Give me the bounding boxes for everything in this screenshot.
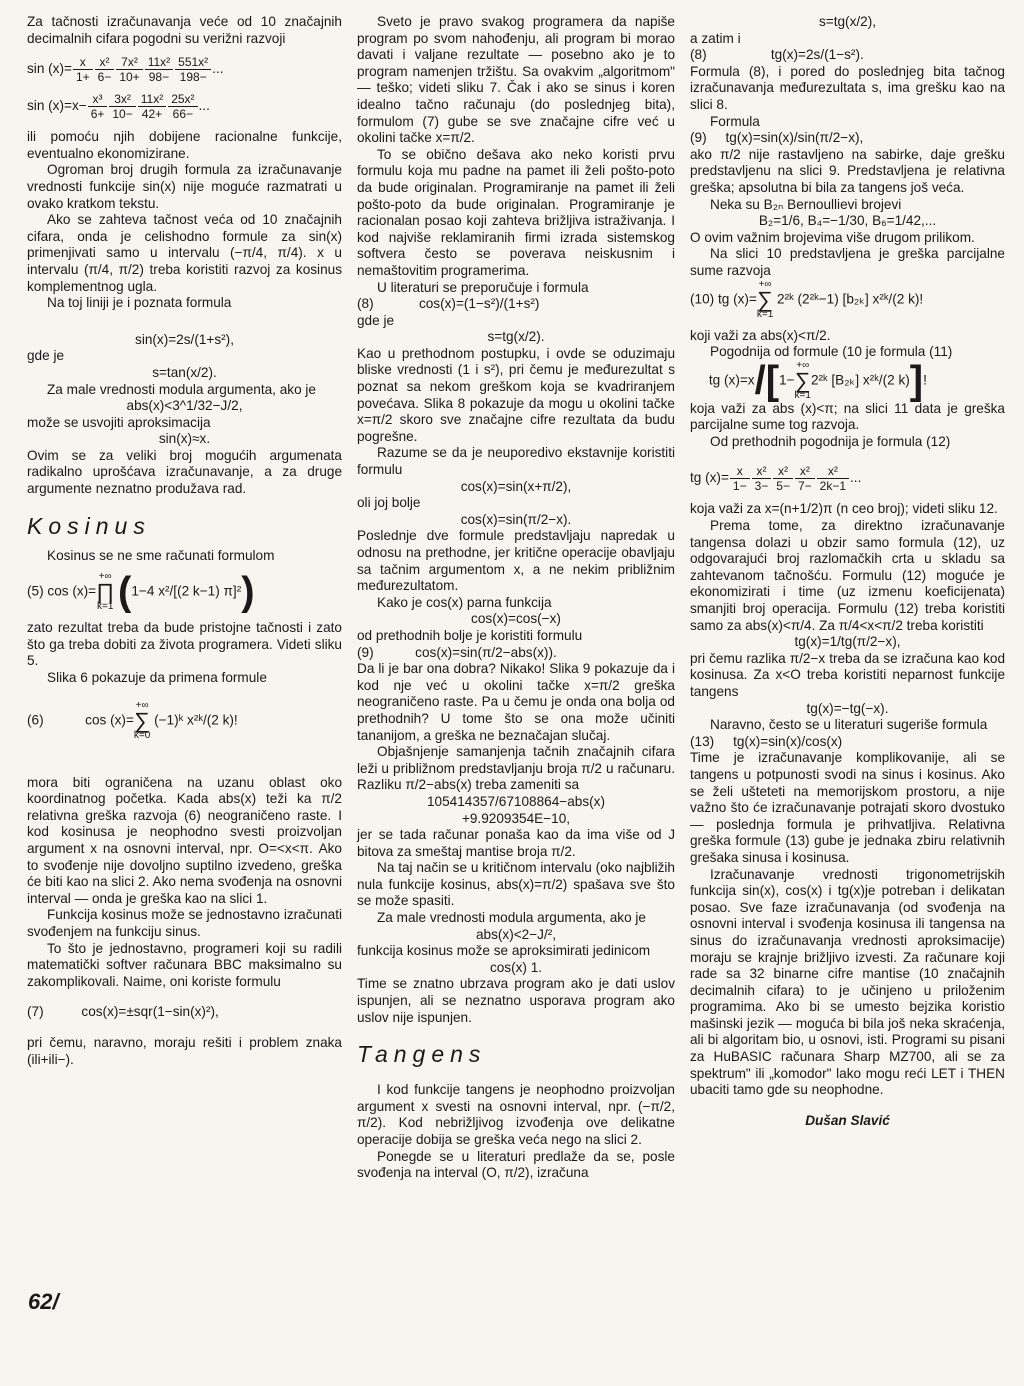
fraction-term: $\frac{\text{11x²}}{98-}$ <box>145 55 173 84</box>
fraction-term: $\frac{\text{x²}}{5-}$ <box>773 464 793 493</box>
paragraph: To što je jednostavno, programeri koji su radili matematički softver računara BBC maksimalno su zakomplikovali. Naime, oni koriste formulu <box>27 940 342 989</box>
paragraph: Na taj način se u kritičnom intervalu (oko najbližih nula funkcije kosinus, abs(x)=π/2) spašava sve što se može spasiti. <box>357 860 675 909</box>
formula-body: cos(x)=(1−s²)/(1+s²) <box>418 296 540 312</box>
text-gde-je: gde je <box>27 348 65 364</box>
formula-12 <box>690 464 1005 493</box>
paragraph: Od prethodnih pogodnija je formula (12) <box>710 433 951 449</box>
paragraph: Kako je cos(x) parna funkcija <box>377 594 552 610</box>
fraction-term: $\frac{\text{x²}}{3-}$ <box>752 464 772 493</box>
section-heading-tangens: Tangens <box>357 1041 487 1068</box>
formula: s=tg(x/2), <box>818 14 877 29</box>
paragraph: koji važi za abs(x)<π/2. <box>690 327 831 343</box>
fraction-term: $\frac{\text{x³}}{6+}$ <box>88 92 108 121</box>
formula-7 <box>27 1004 342 1021</box>
formula-lhs: (10) tg (x)= <box>690 291 757 307</box>
fraction-term: $\frac{\text{551x²}}{198-}$ <box>175 55 211 84</box>
paragraph: ili pomoću njih dobijene racionalne funkcije, eventualno ekonomizirane. <box>27 129 342 161</box>
fraction-term: $\frac{x}{1+}$ <box>73 55 93 84</box>
paragraph: Sveto je pravo svakog programera da napiše program po svom nahođenju, ali program bi morao davati i valjane rezultate — posebno ako je to program namenjen tržištu. Sa ovakvim „algoritmom" — teško; videti sliku 7. Čak i ako se sinus i koren idealno tačno računaju (do poslednjeg bita), formulom (7) gube se sve značajne cifre već u okolini tačke x=π/2. <box>357 14 675 146</box>
formula-11 <box>690 358 1005 403</box>
paragraph: Za tačnosti izračunavanja veće od 10 značajnih decimalnih cifara pogodni su verižni razvoji <box>27 14 342 46</box>
formula-number: (8) <box>690 47 707 63</box>
formula-tail: ! <box>923 372 927 388</box>
paragraph: Naravno, često se u literaturi sugeriše formula <box>710 717 988 733</box>
paragraph: koja važi za abs (x)<π; na slici 11 data je greška parcijalne sume tog razvoja. <box>690 400 1005 433</box>
formula: cos(x)=sin(x+π/2), <box>460 478 572 494</box>
formula: 105414357/67108864−abs(x) <box>426 793 605 809</box>
text-a-zatim: a zatim i <box>690 30 741 46</box>
sum-symbol: +∞ ∑ k=1 <box>756 278 774 320</box>
fraction-term: $\frac{\text{25x²}}{66-}$ <box>168 92 197 121</box>
formula-lhs: sin (x)=x− <box>27 98 87 114</box>
paragraph: jer se tada računar ponaša kao da ima više od J bitova za smeštaj mantise broja π/2. <box>357 827 675 859</box>
formula: sin(x)=2s/(1+s²), <box>135 331 234 347</box>
paragraph: Kao u prethodnom postupku, i ovde se oduzimaju bliske vrednosti (1 i s²), pri čemu je međurezultat s poznat sa nekom greškom koja se kvadriranjem povećava. Slika 8 pokazuje da mogu u okolini tačke x=π/2 skoro sve značajne cifre rezultata da budu pogrešne. <box>357 345 675 444</box>
paragraph: I kod funkcije tangens je neophodno proizvoljan argument x svesti na osnovni interval, npr. (−π/2, π/2). Kod nebrižljivog izvođenja ove delikatne operacije dobija se greška veća nego na slici 2. <box>357 1082 675 1147</box>
paragraph: mora biti ograničena na uzanu oblast oko koordinatnog početka. Kada abs(x) teži ka π/2 relativna greška razvoja (6) neograničeno raste. I kod kosinusa je neophodno svesti proizvoljan argument x na osnovni interval, npr. O=<x<π. Ako to svođenje nije dovoljno suptilno izvedeno, greška će biti kao na slici 2. Ako nema svođenja na osnovni interval — onda je greška kao na slici 1. <box>27 774 342 906</box>
sum-symbol: +∞ ∑ k=1 <box>794 359 811 401</box>
formula-number: (6) <box>27 712 44 728</box>
paragraph: Formula <box>710 113 760 129</box>
formula-lhs: (5) cos (x)= <box>27 583 97 599</box>
paragraph: Neka su B₂ₙ Bernoullievi brojevi <box>710 196 902 212</box>
paragraph: funkcija kosinus može se aproksimirati jedinicom <box>357 943 651 959</box>
formula-lhs: tg (x)=x <box>708 372 755 388</box>
paragraph: Ovim se za veliki broj mogućih argumenata radikalno uprošćava izračunavanje, a za druge argumente neznatno produžava rad. <box>27 447 342 497</box>
formula: B₂=1/6, B₄=−1/30, B₆=1/42,... <box>758 213 937 229</box>
formula-body: cos(x)=sin(π/2−abs(x)). <box>415 644 557 660</box>
product-symbol: +∞ ∏ k=1 <box>96 571 115 613</box>
formula: tg(x)=1/tg(π/2−x), <box>794 634 901 650</box>
formula-body: 1−4 x²/[(2 k−1) π]² <box>131 583 242 599</box>
column-2 <box>357 14 675 1182</box>
formula: s=tg(x/2). <box>487 329 545 345</box>
paragraph: koja važi za x=(n+1/2)π (n ceo broj); videti sliku 12. <box>690 501 998 517</box>
formula-body: 2²ᵏ [B₂ₖ] x²ᵏ/(2 k) <box>810 372 910 388</box>
fraction-term: $\frac{\text{7x²}}{10+}$ <box>116 55 142 84</box>
formula-tail: ... <box>198 98 210 114</box>
paragraph: pri čemu razlika π/2−x treba da se izračuna kao kod kosinusa. Za x<O treba koristiti neparnost funkcije tangens <box>690 650 1005 699</box>
formula-body: cos(x)=±sqr(1−sin(x)²), <box>81 1004 219 1020</box>
formula-number: (7) <box>27 1004 44 1020</box>
formula-sin-continued-fraction-2 <box>27 92 342 121</box>
paragraph: Poslednje dve formule predstavljaju napredak u odnosu na prethodne, jer kritične operacije obavljaju sa tačnim argumentom x, a ne nekim približnim međurezultatom. <box>357 528 675 594</box>
formula-8 <box>690 47 1005 64</box>
formula-body: tg(x)=2s/(1−s²). <box>770 47 864 63</box>
formula: cos(x)=sin(π/2−x). <box>460 511 572 527</box>
formula: abs(x)<2−J/², <box>475 926 557 942</box>
paragraph: Ponegde se u literaturi predlaže da se, posle svođenja na interval (O, π/2), izračuna <box>357 1148 675 1181</box>
formula-8 <box>357 296 675 313</box>
paragraph: Prema tome, za direktno izračunavanje tangensa dolazi u obzir samo formula (12), uz odgovarajući broj razlomačkih crta u skladu sa zahtevanom tačnošću. Formulu (12) moguće je ekonomizirati i time (uz izmenu koeficijenata) smanjiti broj operacija. Formulu (12) treba koristiti samo za abs(x)<π/4. Za π/4<x<π/2 treba koristiti <box>690 518 1005 633</box>
paragraph: ako π/2 nije rastavljeno na sabirke, daje grešku predstavljenu na slici 9. Predstavljena je relativna greška; apsolutna bi bila za tangens još veća. <box>690 146 1005 195</box>
formula-tail: ... <box>212 61 224 77</box>
paragraph: oli joj bolje <box>357 495 421 511</box>
formula: cos(x) 1. <box>489 959 543 975</box>
paragraph: Time je izračunavanje komplikovanije, ali se tangens u potpunosti svodi na sinus i kosinus. Ako se želi ušteteti na memorijskom prostoru, a nije važno što će izračunavanje potrajati skoro dvostuko — poslednja formula je prihvatljiva. Relativna greška formule (13) gube je jednaka zbiru relativnih grešaka sinusa i kosinusa. <box>690 750 1005 865</box>
paragraph: Pogodnija od formule (10 je formula (11) <box>710 344 953 360</box>
paragraph: Ako se zahteva tačnost veća od 10 značajnih cifara, onda je celishodno formule za sin(x) primenjivati samo u intervalu (−π/4, π/4). x u intervalu (π/4, π/2) treba koristiti razvoj za kosinus komplementnog ugla. <box>27 212 342 294</box>
formula-10 <box>690 280 1005 320</box>
paragraph: Na toj liniji je i poznata formula <box>47 295 232 311</box>
formula-number: (9) <box>357 644 374 660</box>
formula-sin-continued-fraction-1 <box>27 55 342 84</box>
paragraph: Razume se da je neuporedivo ekstavnije koristiti formulu <box>357 445 675 478</box>
paragraph: Funkcija kosinus može se jednostavno izračunati svođenjem na funkciju sinus. <box>27 907 342 939</box>
fraction-term: $\frac{\text{x²}}{2k-1}$ <box>817 464 849 493</box>
formula-lhs: sin (x)= <box>27 61 72 77</box>
paren-open: ( <box>118 569 132 614</box>
formula-13 <box>690 734 1005 751</box>
formula-lhs: cos (x)= <box>85 712 134 728</box>
formula: +9.9209354E−10, <box>461 810 571 826</box>
author-signature: Dušan Slavić <box>805 1112 890 1128</box>
formula: sin(x)≈x. <box>158 431 211 447</box>
formula-body: (−1)ᵏ x²ᵏ/(2 k)! <box>154 712 238 728</box>
fraction-term: $\frac{\text{11x²}}{42+}$ <box>138 92 166 121</box>
formula-lhs: tg (x)= <box>690 470 729 486</box>
paragraph: U literaturi se preporučuje i formula <box>377 279 589 295</box>
formula-body: tg(x)=sin(x)/sin(π/2−x), <box>725 130 864 146</box>
formula-body: 1− <box>779 372 795 388</box>
paragraph: Da li je bar ona dobra? Nikako! Slika 9 pokazuje da i kod nje već u okolini tačke x=π/2 greška neograničeno raste. Pa u čemu je onda ona bolja od prethodnih? U tome što se ona može učiniti tananijom, a greška ne beznačajan slučaj. <box>357 661 675 743</box>
paragraph: Kosinus se ne sme računati formulom <box>47 547 275 563</box>
slash-bracket: /[ <box>754 358 780 403</box>
formula: cos(x)=cos(−x) <box>471 611 561 627</box>
fraction-term: $\frac{\text{x²}}{6-}$ <box>95 55 115 84</box>
paragraph: Time se znatno ubrzava program ako je dati uslov ispunjen, ali se neznatno usporava program ako uslov nije ispunjen. <box>357 976 675 1025</box>
sum-symbol: +∞ ∑ k=0 <box>133 699 151 741</box>
formula-body: tg(x)=sin(x)/cos(x) <box>733 733 843 749</box>
bracket-close: ] <box>909 358 924 403</box>
paragraph: može se usvojiti aproksimacija <box>27 414 211 430</box>
formula-number: (8) <box>357 296 374 312</box>
formula: tg(x)=−tg(−x). <box>806 700 889 716</box>
fraction-term: $\frac{\text{3x²}}{10-}$ <box>109 92 135 121</box>
paragraph: zato rezultat treba da bude pristojne tačnosti i zato što ga treba dobiti za života programera. Videti sliku 5. <box>27 620 342 669</box>
formula-5 <box>27 569 342 614</box>
paragraph: od prethodnih bolje je koristiti formulu <box>357 627 583 643</box>
formula-number: (9) <box>690 130 707 146</box>
paragraph: Slika 6 pokazuje da primena formule <box>47 670 267 686</box>
column-3 <box>690 14 1005 1129</box>
paragraph: Za male vrednosti modula argumenta, ako je <box>47 381 316 397</box>
formula: s=tan(x/2). <box>152 364 217 380</box>
formula-tail: ... <box>850 470 862 486</box>
paren-close: ) <box>241 569 255 614</box>
fraction-term: $\frac{x}{1-}$ <box>730 464 750 493</box>
paragraph: Ogroman broj drugih formula za izračunavanje vrednosti funkcije sin(x) nije moguće razmatrati u ovako kratkom tekstu. <box>27 162 342 211</box>
paragraph: Objašnjenje samanjenja tačnih značajnih cifara leži u približnom predstavljanju broja π/2 u računaru. Razliku π/2−abs(x) treba zameniti sa <box>357 744 675 793</box>
paragraph: Formula (8), i pored do poslednjeg bita tačnog izračunavanja međurezultata s, ima grešku kao na slici 8. <box>690 63 1005 112</box>
paragraph: Na slici 10 predstavljena je greška parcijalne sume razvoja <box>690 246 1005 278</box>
paragraph: Za male vrednosti modula argumenta, ako je <box>377 910 646 926</box>
formula-9 <box>690 130 1005 147</box>
text-gde-je: gde je <box>357 312 395 328</box>
column-1 <box>27 14 342 1068</box>
fraction-term: $\frac{\text{x²}}{7-}$ <box>795 464 815 493</box>
formula-body: 2²ᵏ (2²ᵏ−1) [b₂ₖ] x²ᵏ/(2 k)! <box>777 291 924 307</box>
formula-9 <box>357 645 675 662</box>
formula-number: (13) <box>690 733 715 749</box>
paragraph: pri čemu, naravno, moraju rešiti i problem znaka (ili+ili−). <box>27 1034 342 1067</box>
formula-6 <box>27 701 342 741</box>
page-number: 62/ <box>28 1289 59 1314</box>
section-heading-kosinus: Kosinus <box>27 512 151 539</box>
paragraph: To se obično dešava ako neko koristi prvu formulu koja mu padne na pamet ili želi pošto-poto da bude originalan. Programiranje na pamet ili želi pošto-poto da bude originalan. Programiranje je racionalan posao koji zahteva brižljiva istraživanja. I kod najviše reklamiranih firmi izrada sistemskog softvera često se poverava neiskusnim i nemaštovitim programerima. <box>357 146 675 278</box>
paragraph: Izračunavanje vrednosti trigonometrijskih funkcija sin(x), cos(x) i tg(x)je potreban i delikatan posao. Sve faze izračunavanja (od svođenja na osnovni interval i svođenja kosinusa ili tangensa na sinus do izračunavanja vrednosti aproksimacije) moraju se krajnje brižljivo izvesti. Za računare koji rade sa 32 binarne cifre mantise (10 značajnih decimalnih cifara) to je učinjeno u priloženim programima. Ako bi se umesto bejzika koristio mašinski jezik — moguća bi bila još neka skraćenja, ali bi algoritam bio, u osnovi, isti. Programi su pisani za HuBASIC računara Sharp MZ700, ali se za spektrum" ili „komodor" lako mogu reći LET i THEN ubaciti tamo gde su neophodne. <box>690 866 1005 1098</box>
formula: abs(x)<3^1/32−J/2, <box>126 398 243 414</box>
paragraph: O ovim važnim brojevima više drugom prilikom. <box>690 229 975 245</box>
